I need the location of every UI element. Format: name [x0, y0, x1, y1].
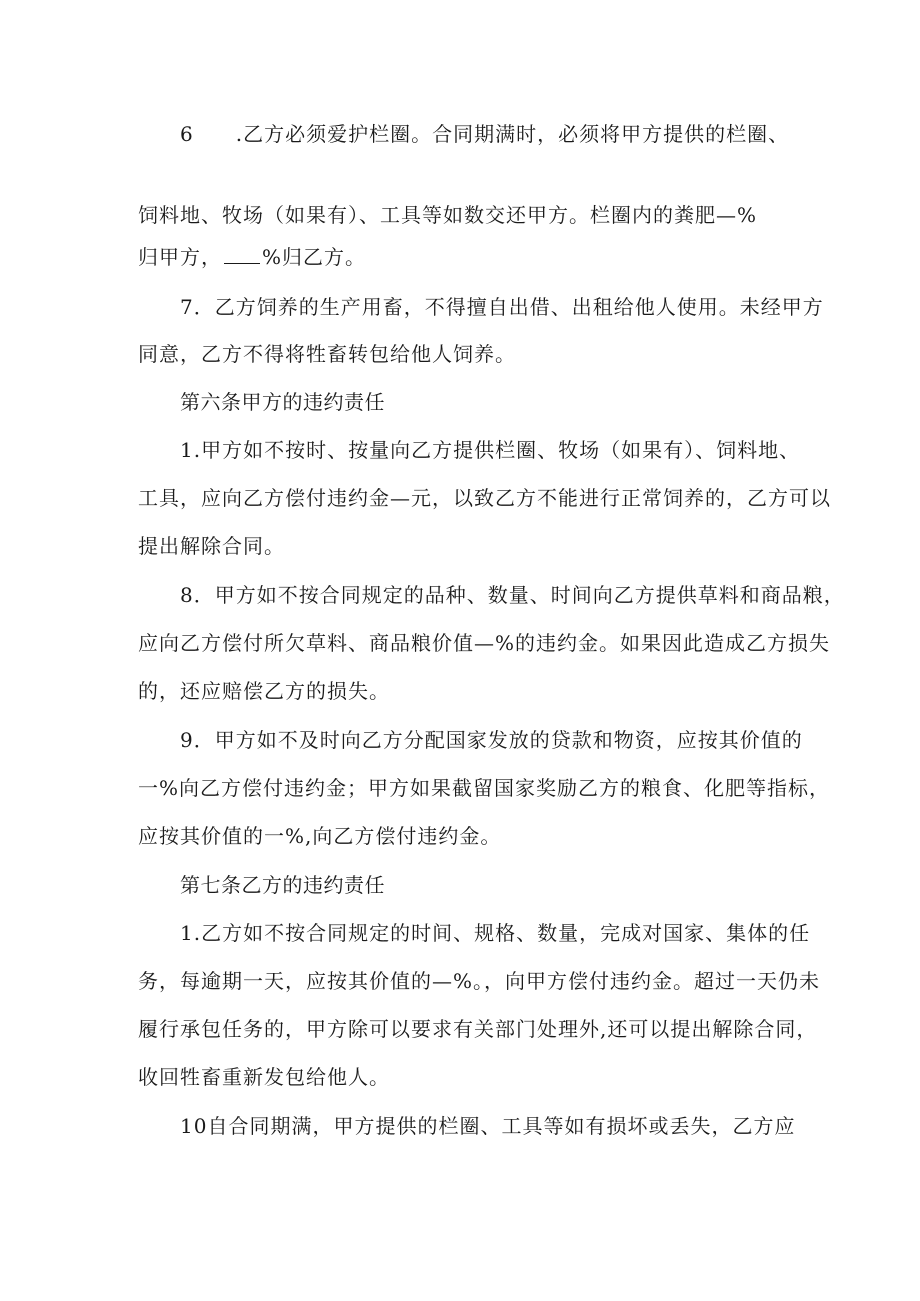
- clause-10-line-1: 10自合同期满，甲方提供的栏圈、工具等如有损坏或丢失，乙方应: [180, 1114, 796, 1138]
- clause-9-line-2: 一%向乙方偿付违约金；甲方如果截留国家奖励乙方的粮食、化肥等指标，: [138, 776, 831, 800]
- clause-9-line-1: 9．甲方如不及时向乙方分配国家发放的贷款和物资，应按其价值的: [180, 728, 803, 752]
- section-7-item-1-line-1: 1.乙方如不按合同规定的时间、规格、数量，完成对国家、集体的任: [180, 921, 811, 945]
- clause-9-line-3: 应按其价值的一%,向乙方偿付违约金。: [138, 824, 502, 848]
- section-6-item-1-line-1: 1.甲方如不按时、按量向乙方提供栏圈、牧场（如果有）、饲料地、: [180, 438, 801, 462]
- section-6-item-1-line-3: 提出解除合同。: [138, 534, 285, 558]
- section-6-heading: 第六条甲方的违约责任: [180, 390, 385, 414]
- clause-7-line-1: 7．乙方饲养的生产用畜，不得擅自出借、出租给他人使用。未经甲方: [180, 295, 824, 319]
- clause-8-line-1: 8．甲方如不按合同规定的品种、数量、时间向乙方提供草料和商品粮，: [180, 583, 845, 607]
- clause-6-line-1: 6 .乙方必须爱护栏圈。合同期满时，必须将甲方提供的栏圈、: [180, 122, 790, 146]
- clause-6-line-3: [138, 245, 366, 269]
- clause-8-line-3: 的，还应赔偿乙方的损失。: [138, 679, 390, 703]
- clause-6-line-2: 饲料地、牧场（如果有）、工具等如数交还甲方。栏圈内的粪肥—%: [138, 203, 758, 227]
- section-7-item-1-line-3: 履行承包任务的，甲方除可以要求有关部门处理外,还可以提出解除合同，: [138, 1017, 818, 1041]
- clause-6-line-3-part-1: 归甲方，: [138, 245, 222, 269]
- section-7-heading: 第七条乙方的违约责任: [180, 873, 385, 897]
- clause-8-line-2: 应向乙方偿付所欠草料、商品粮价值—%的违约金。如果因此造成乙方损失: [138, 631, 831, 655]
- fill-in-blank: [224, 247, 260, 264]
- clause-6-line-3-part-2: %归乙方。: [262, 245, 367, 269]
- clause-7-line-2: 同意，乙方不得将牲畜转包给他人饲养。: [138, 342, 516, 366]
- section-6-item-1-line-2: 工具，应向乙方偿付违约金—元，以致乙方不能进行正常饲养的，乙方可以: [138, 486, 831, 510]
- section-7-item-1-line-4: 收回牲畜重新发包给他人。: [138, 1065, 390, 1089]
- section-7-item-1-line-2: 务，每逾期一天，应按其价值的—%。，向甲方偿付违约金。超过一天仍未: [138, 969, 821, 993]
